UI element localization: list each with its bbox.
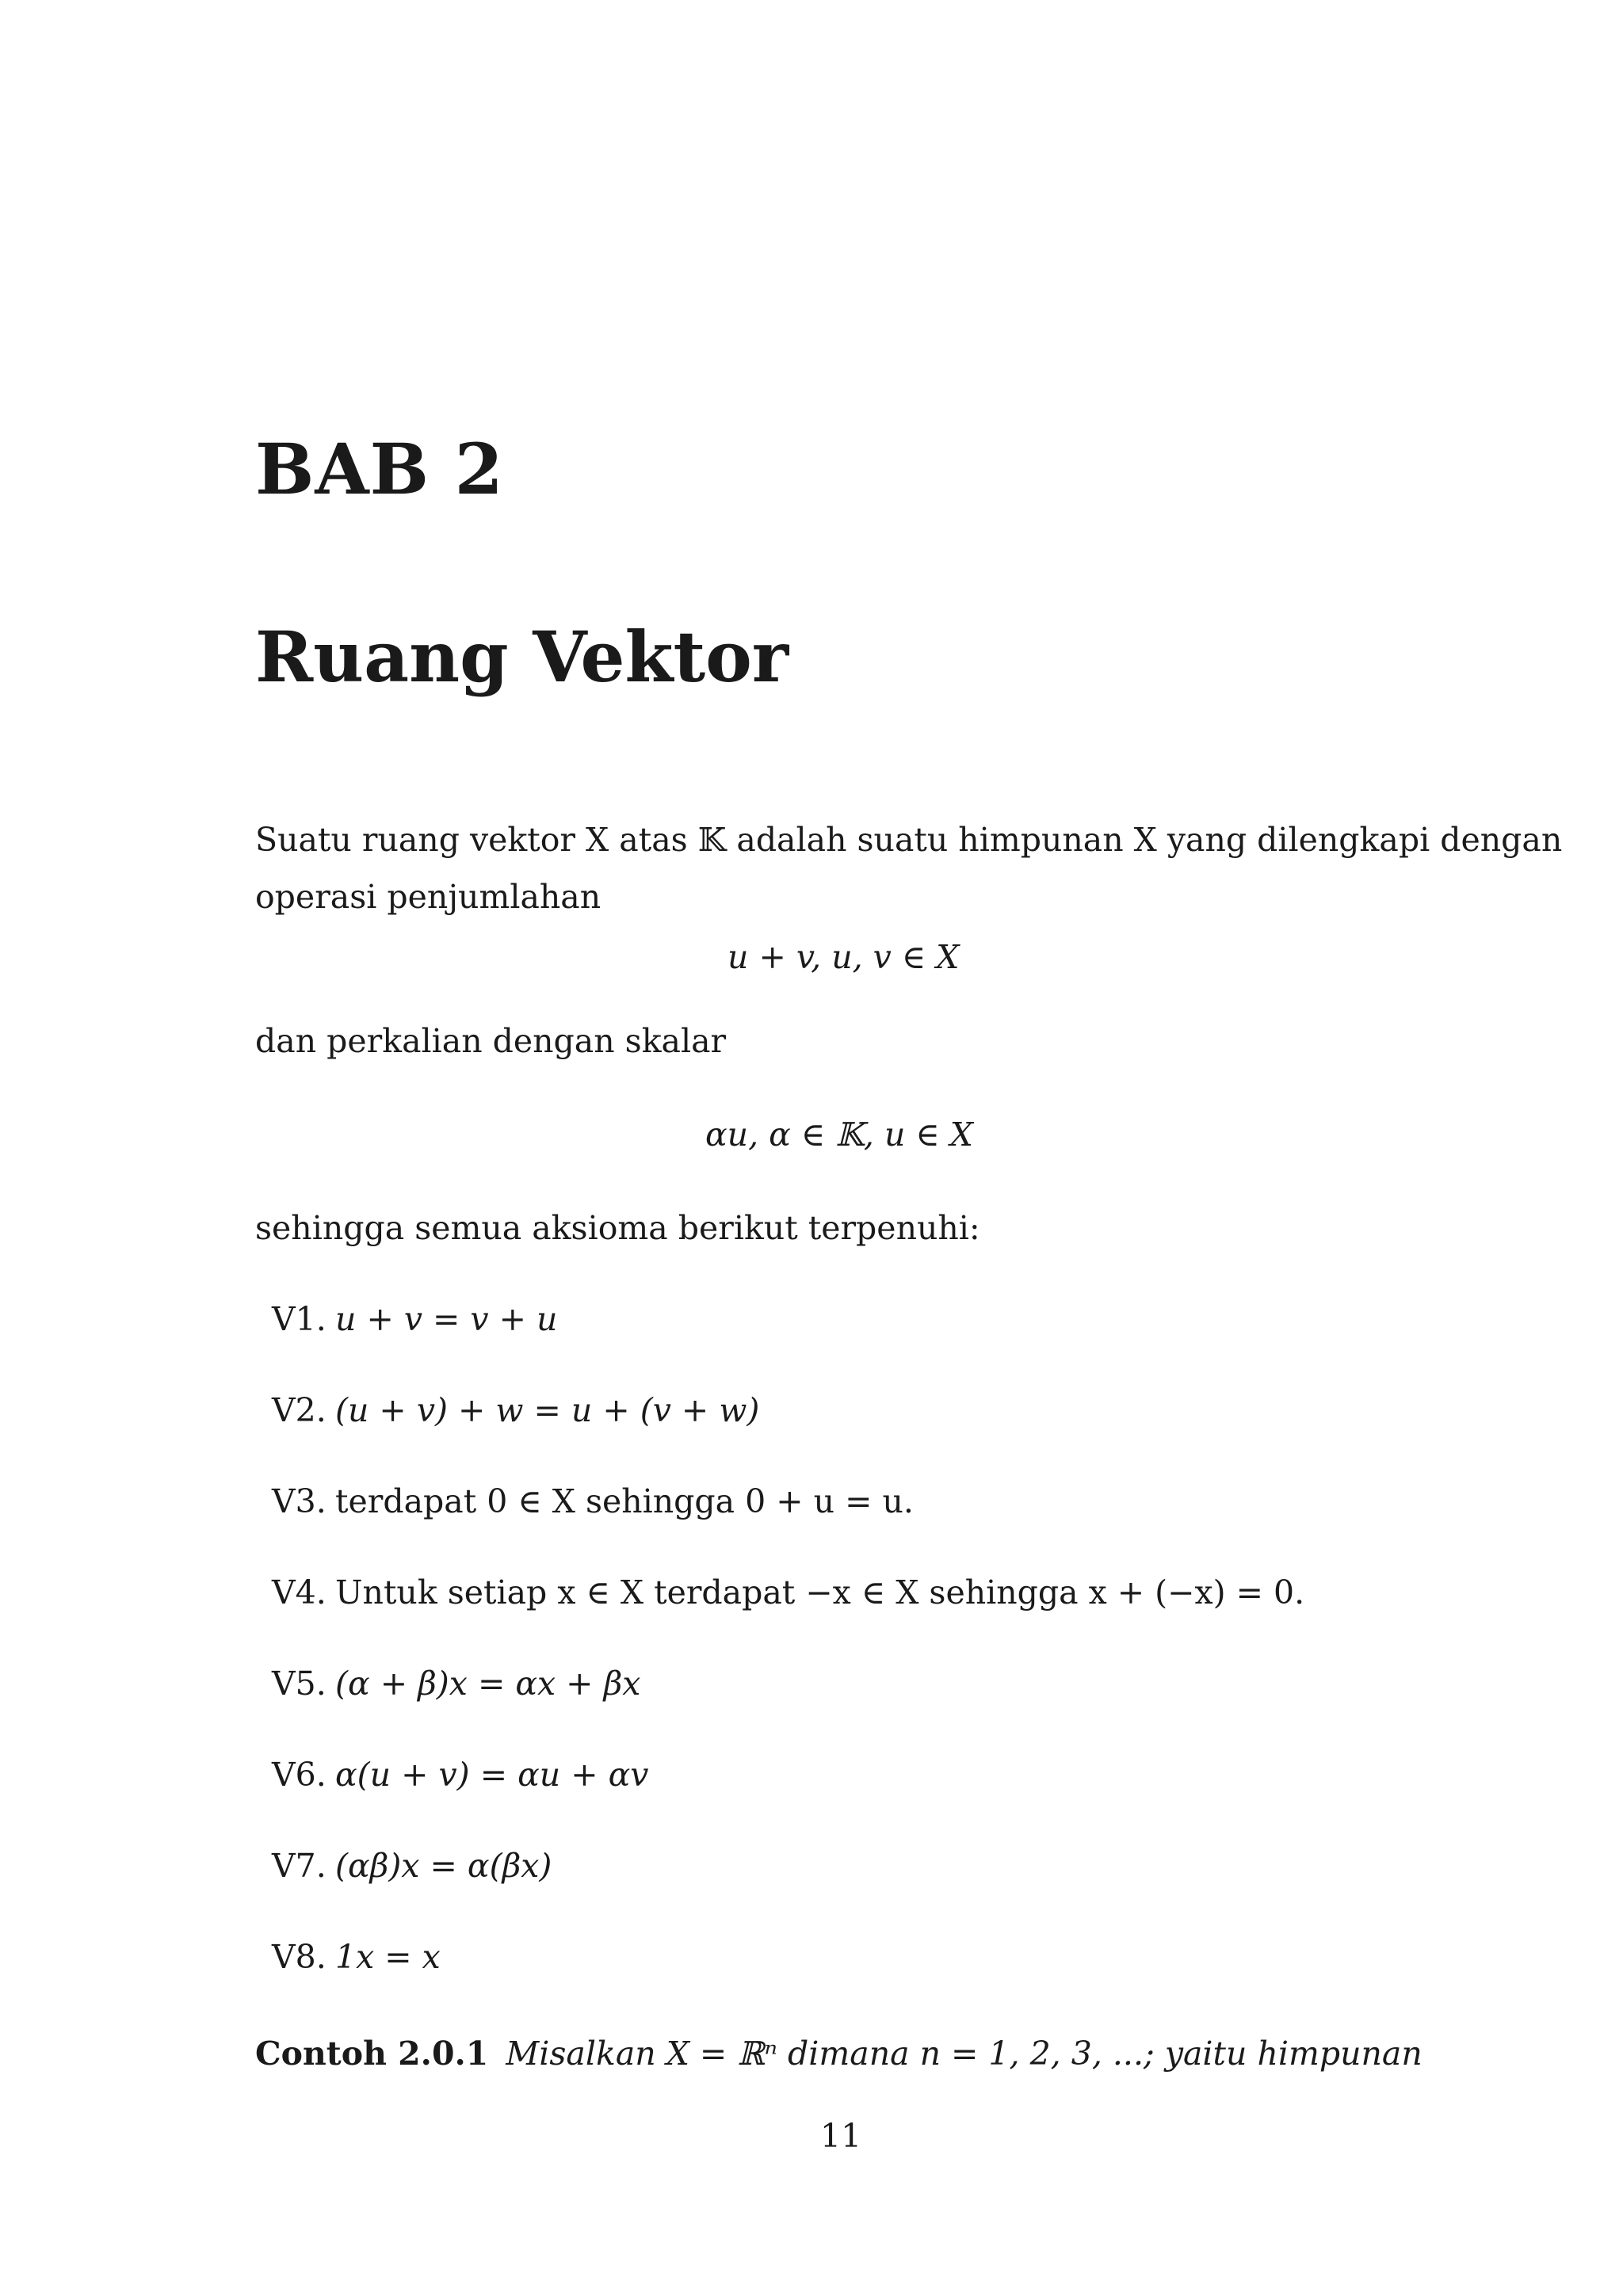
axiom-item <box>272 1847 552 1885</box>
chapter-number: BAB 2 <box>255 428 504 510</box>
axiom-label: V5. <box>272 1665 327 1703</box>
page-number: 11 <box>820 2117 862 2155</box>
axiom-label: V8. <box>272 1938 327 1976</box>
axiom-item <box>272 1482 914 1520</box>
axiom-text: terdapat 0 ∈ X sehingga 0 + u = u. <box>335 1482 914 1520</box>
axiom-text: (u + v) + w = u + (v + w) <box>335 1391 760 1429</box>
axiom-text: Untuk setiap x ∈ X terdapat −x ∈ X sehingga x + (−x) = 0. <box>335 1573 1305 1611</box>
intro-line-4: sehingga semua aksioma berikut terpenuhi: <box>255 1209 980 1247</box>
axiom-item <box>272 1391 760 1429</box>
axiom-label: V3. <box>272 1482 327 1520</box>
axiom-item <box>272 1300 558 1338</box>
intro-line-1: Suatu ruang vektor X atas 𝕂 adalah suatu himpunan X yang dilengkapi dengan <box>255 821 1563 859</box>
axiom-text: (α + β)x = αx + βx <box>335 1665 641 1703</box>
example-text: Misalkan X = ℝⁿ dimana n = 1, 2, 3, ...; yaitu himpunan <box>506 2035 1423 2073</box>
axiom-label: V1. <box>272 1300 327 1338</box>
axiom-item <box>272 1573 1305 1611</box>
equation-addition: u + v, u, v ∈ X <box>727 938 960 976</box>
axiom-label: V6. <box>272 1756 327 1794</box>
axiom-text: α(u + v) = αu + αv <box>335 1756 649 1794</box>
axiom-label: V4. <box>272 1573 327 1611</box>
axiom-item <box>272 1756 649 1794</box>
chapter-title: Ruang Vektor <box>255 616 789 698</box>
example-heading: Contoh 2.0.1 <box>255 2035 489 2073</box>
intro-line-2: operasi penjumlahan <box>255 878 601 916</box>
axiom-label: V2. <box>272 1391 327 1429</box>
axiom-label: V7. <box>272 1847 327 1885</box>
intro-line-3: dan perkalian dengan skalar <box>255 1022 727 1060</box>
example-block <box>255 2035 1423 2073</box>
axiom-text: (αβ)x = α(βx) <box>335 1847 552 1885</box>
axiom-text: u + v = v + u <box>335 1300 558 1338</box>
axiom-item <box>272 1938 441 1976</box>
axiom-text: 1x = x <box>335 1938 441 1976</box>
equation-scalar: αu, α ∈ 𝕂, u ∈ X <box>705 1116 973 1154</box>
axiom-item <box>272 1665 641 1703</box>
